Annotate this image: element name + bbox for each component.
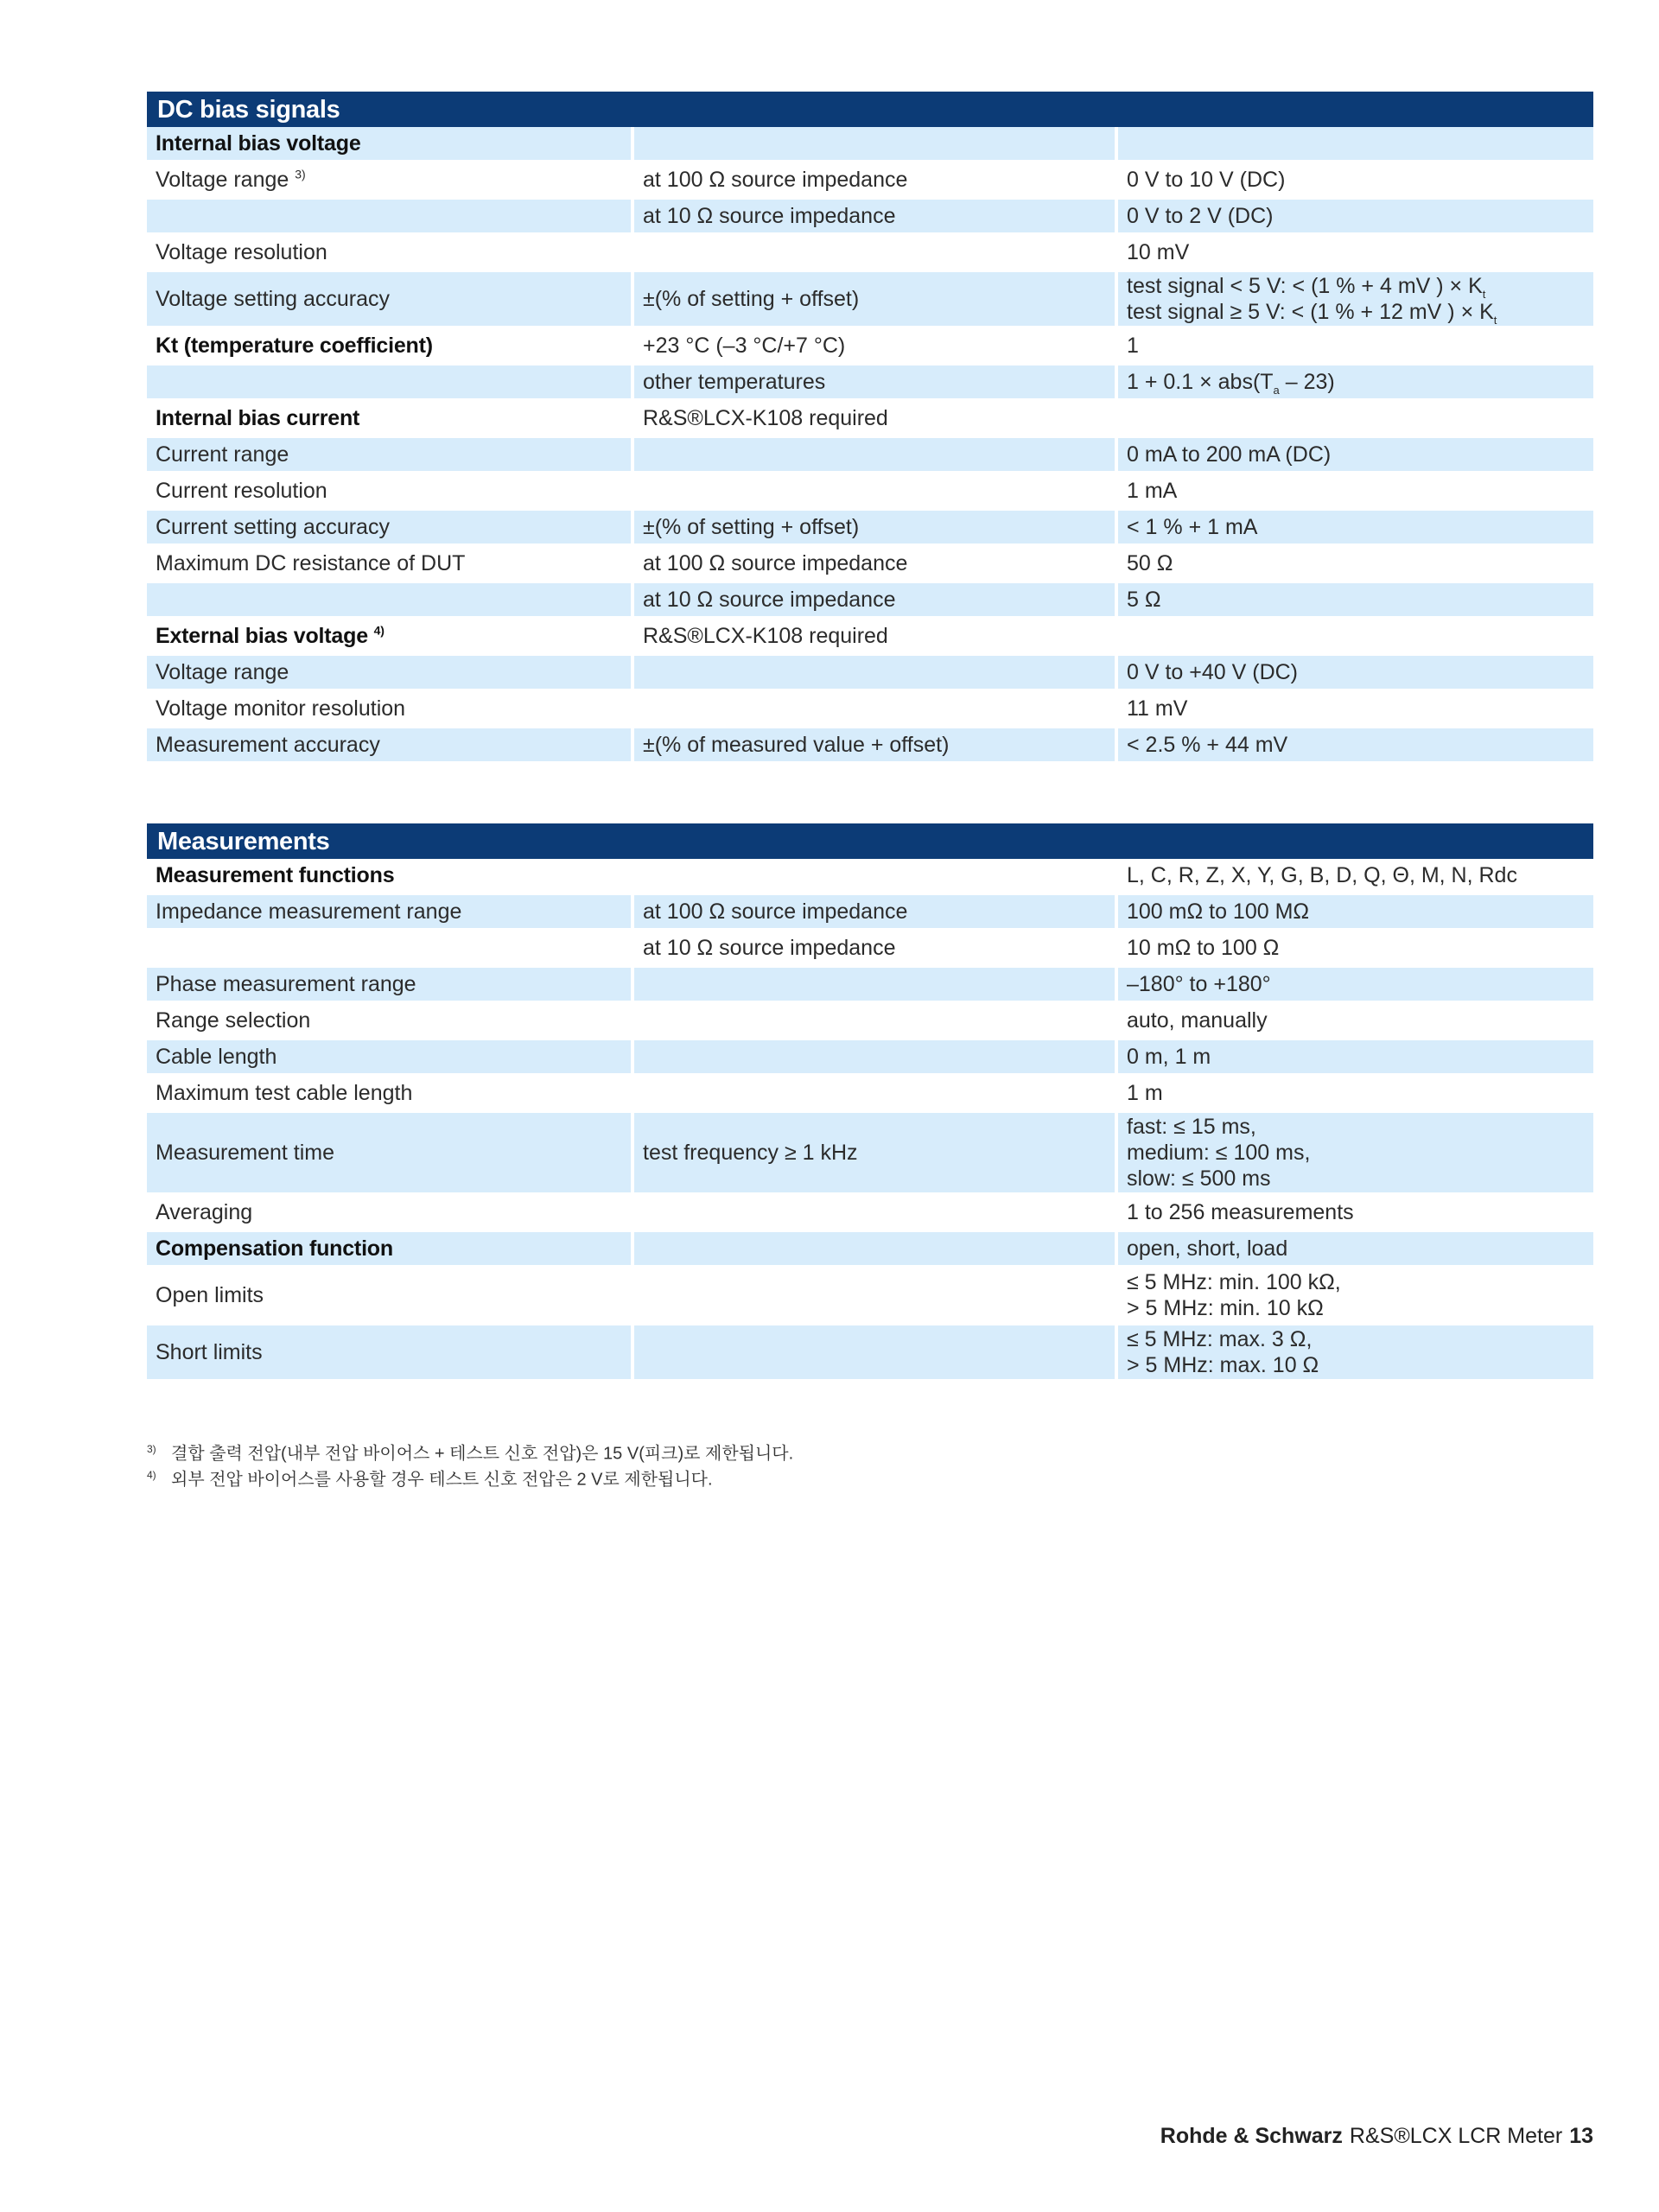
table-row <box>147 968 1593 1004</box>
spec-value: < 1 % + 1 mA <box>1115 511 1593 547</box>
spec-value: 50 Ω <box>1115 547 1593 583</box>
table-row <box>147 656 1593 692</box>
spec-condition: R&S®LCX-K108 required <box>631 402 1115 438</box>
spec-label: Range selection <box>147 1004 631 1040</box>
spec-label <box>147 163 631 200</box>
value-line: > 5 MHz: max. 10 Ω <box>1127 1353 1319 1377</box>
value-line: medium: ≤ 100 ms, <box>1127 1141 1311 1165</box>
spec-value: 10 mV <box>1115 236 1593 272</box>
spec-label: Internal bias voltage <box>147 127 631 163</box>
footnote-text: 외부 전압 바이어스를 사용할 경우 테스트 신호 전압은 2 V로 제한됩니다. <box>171 1470 713 1490</box>
spec-label: Impedance measurement range <box>147 895 631 931</box>
table-row <box>147 402 1593 438</box>
spec-condition: at 100 Ω source impedance <box>631 163 1115 200</box>
spec-condition: ±(% of setting + offset) <box>631 272 1115 329</box>
spec-condition <box>631 1077 1115 1113</box>
spec-condition <box>631 1268 1115 1325</box>
spec-condition <box>631 692 1115 728</box>
spec-condition <box>631 474 1115 511</box>
spec-value: 0 V to 10 V (DC) <box>1115 163 1593 200</box>
spec-value: 0 V to 2 V (DC) <box>1115 200 1593 236</box>
table-row <box>147 329 1593 365</box>
spec-condition <box>631 236 1115 272</box>
spec-value: auto, manually <box>1115 1004 1593 1040</box>
spec-label: Current range <box>147 438 631 474</box>
spec-value <box>1115 1268 1593 1325</box>
spec-value: < 2.5 % + 44 mV <box>1115 728 1593 765</box>
footnote <box>147 1436 793 1462</box>
footnote-number: 3) <box>147 1443 156 1455</box>
section-title: Measurements <box>147 823 1593 859</box>
footnote-ref: 4) <box>373 623 385 638</box>
spec-value: –180° to +180° <box>1115 968 1593 1004</box>
footnote-text: 결합 출력 전압(내부 전압 바이어스 + 테스트 신호 전압)은 15 V(피크)로 제한됩니다. <box>171 1444 794 1464</box>
spec-table <box>147 127 1593 765</box>
spec-label <box>147 583 631 620</box>
spec-value: 1 mA <box>1115 474 1593 511</box>
spec-label: Averaging <box>147 1196 631 1232</box>
table-row <box>147 1040 1593 1077</box>
spec-label: Measurement functions <box>147 859 631 895</box>
spec-condition <box>631 1232 1115 1268</box>
spec-value: 0 mA to 200 mA (DC) <box>1115 438 1593 474</box>
spec-value <box>1115 1325 1593 1382</box>
spec-value: 1 m <box>1115 1077 1593 1113</box>
spec-condition: at 10 Ω source impedance <box>631 200 1115 236</box>
product-name: R&S®LCX LCR Meter <box>1349 2124 1563 2148</box>
spec-condition: at 100 Ω source impedance <box>631 895 1115 931</box>
value-text: 1 + 0.1 × abs(T <box>1127 370 1274 394</box>
value-line <box>1127 273 1585 299</box>
subscript: t <box>1482 288 1486 301</box>
footnote-number: 4) <box>147 1469 156 1481</box>
spec-value <box>1115 620 1593 656</box>
spec-condition <box>631 968 1115 1004</box>
table-row <box>147 895 1593 931</box>
spec-condition: at 10 Ω source impedance <box>631 583 1115 620</box>
spec-label: Open limits <box>147 1268 631 1325</box>
label-text: Voltage range <box>156 168 289 192</box>
table-row <box>147 127 1593 163</box>
spec-value: L, C, R, Z, X, Y, G, B, D, Q, Θ, M, N, Rdc <box>1115 859 1593 895</box>
subscript: t <box>1493 314 1497 327</box>
spec-label: Kt (temperature coefficient) <box>147 329 631 365</box>
spec-label: Current resolution <box>147 474 631 511</box>
value-line: ≤ 5 MHz: min. 100 kΩ, <box>1127 1270 1341 1294</box>
spec-value: open, short, load <box>1115 1232 1593 1268</box>
value-text: – 23) <box>1279 370 1335 394</box>
value-line: fast: ≤ 15 ms, <box>1127 1115 1256 1139</box>
value-line: slow: ≤ 500 ms <box>1127 1166 1271 1191</box>
value-line: ≤ 5 MHz: max. 3 Ω, <box>1127 1327 1313 1351</box>
table-row <box>147 728 1593 765</box>
spec-value: 0 m, 1 m <box>1115 1040 1593 1077</box>
spec-label: Voltage range <box>147 656 631 692</box>
spec-value <box>1115 127 1593 163</box>
table-row <box>147 547 1593 583</box>
spec-value <box>1115 402 1593 438</box>
spec-condition: ±(% of setting + offset) <box>631 511 1115 547</box>
table-row <box>147 365 1593 402</box>
table-row <box>147 236 1593 272</box>
spec-value <box>1115 1113 1593 1196</box>
spec-label: Voltage setting accuracy <box>147 272 631 329</box>
spec-condition <box>631 1004 1115 1040</box>
spec-label: Cable length <box>147 1040 631 1077</box>
spec-condition <box>631 1040 1115 1077</box>
value-text: test signal < 5 V: < (1 % + 4 mV ) × K <box>1127 274 1483 298</box>
spec-value: 1 <box>1115 329 1593 365</box>
table-row <box>147 474 1593 511</box>
spec-condition: R&S®LCX-K108 required <box>631 620 1115 656</box>
spec-condition: at 10 Ω source impedance <box>631 931 1115 968</box>
spec-value: 5 Ω <box>1115 583 1593 620</box>
table-row <box>147 1113 1593 1196</box>
table-row <box>147 163 1593 200</box>
spec-label: Voltage resolution <box>147 236 631 272</box>
section-title: DC bias signals <box>147 92 1593 127</box>
spec-value <box>1115 272 1593 329</box>
footnotes <box>147 1436 793 1488</box>
table-row <box>147 1196 1593 1232</box>
spec-condition <box>631 1325 1115 1382</box>
spec-label: Internal bias current <box>147 402 631 438</box>
subscript: a <box>1273 384 1280 397</box>
spec-label: Current setting accuracy <box>147 511 631 547</box>
table-row <box>147 200 1593 236</box>
spec-label: Maximum DC resistance of DUT <box>147 547 631 583</box>
spec-label <box>147 620 631 656</box>
table-row <box>147 1268 1593 1325</box>
spec-condition: +23 °C (–3 °C/+7 °C) <box>631 329 1115 365</box>
spec-condition <box>631 656 1115 692</box>
value-text: test signal ≥ 5 V: < (1 % + 12 mV ) × K <box>1127 300 1494 324</box>
value-line <box>1127 299 1585 325</box>
spec-label <box>147 200 631 236</box>
spec-condition <box>631 438 1115 474</box>
table-row <box>147 620 1593 656</box>
value-line: > 5 MHz: min. 10 kΩ <box>1127 1296 1324 1320</box>
page-footer <box>1160 2124 1593 2149</box>
table-row <box>147 1325 1593 1382</box>
table-row <box>147 272 1593 329</box>
table-row <box>147 438 1593 474</box>
table-row <box>147 859 1593 895</box>
spec-label: Maximum test cable length <box>147 1077 631 1113</box>
spec-value <box>1115 365 1593 402</box>
spec-value: 10 mΩ to 100 Ω <box>1115 931 1593 968</box>
table-row <box>147 1004 1593 1040</box>
table-row <box>147 583 1593 620</box>
spec-label: Voltage monitor resolution <box>147 692 631 728</box>
page-number: 13 <box>1569 2124 1593 2148</box>
table-row <box>147 1077 1593 1113</box>
spec-value: 100 mΩ to 100 MΩ <box>1115 895 1593 931</box>
spec-condition: other temperatures <box>631 365 1115 402</box>
spec-value: 11 mV <box>1115 692 1593 728</box>
spec-label <box>147 365 631 402</box>
table-row <box>147 931 1593 968</box>
brand-name: Rohde & Schwarz <box>1160 2124 1343 2148</box>
spec-label: Measurement accuracy <box>147 728 631 765</box>
spec-label <box>147 931 631 968</box>
table-row <box>147 1232 1593 1268</box>
footnote-ref: 3) <box>295 167 306 181</box>
spec-label: Measurement time <box>147 1113 631 1196</box>
footnote <box>147 1462 793 1488</box>
dc-bias-section <box>147 92 1593 765</box>
spec-condition <box>631 127 1115 163</box>
table-row <box>147 511 1593 547</box>
measurements-section <box>147 823 1593 1382</box>
spec-label: Short limits <box>147 1325 631 1382</box>
spec-value: 0 V to +40 V (DC) <box>1115 656 1593 692</box>
spec-table <box>147 859 1593 1382</box>
table-row <box>147 692 1593 728</box>
spec-value: 1 to 256 measurements <box>1115 1196 1593 1232</box>
spec-condition: test frequency ≥ 1 kHz <box>631 1113 1115 1196</box>
label-text: External bias voltage <box>156 624 368 648</box>
spec-label: Compensation function <box>147 1232 631 1268</box>
spec-condition <box>631 859 1115 895</box>
spec-condition: ±(% of measured value + offset) <box>631 728 1115 765</box>
spec-label: Phase measurement range <box>147 968 631 1004</box>
spec-condition: at 100 Ω source impedance <box>631 547 1115 583</box>
spec-condition <box>631 1196 1115 1232</box>
